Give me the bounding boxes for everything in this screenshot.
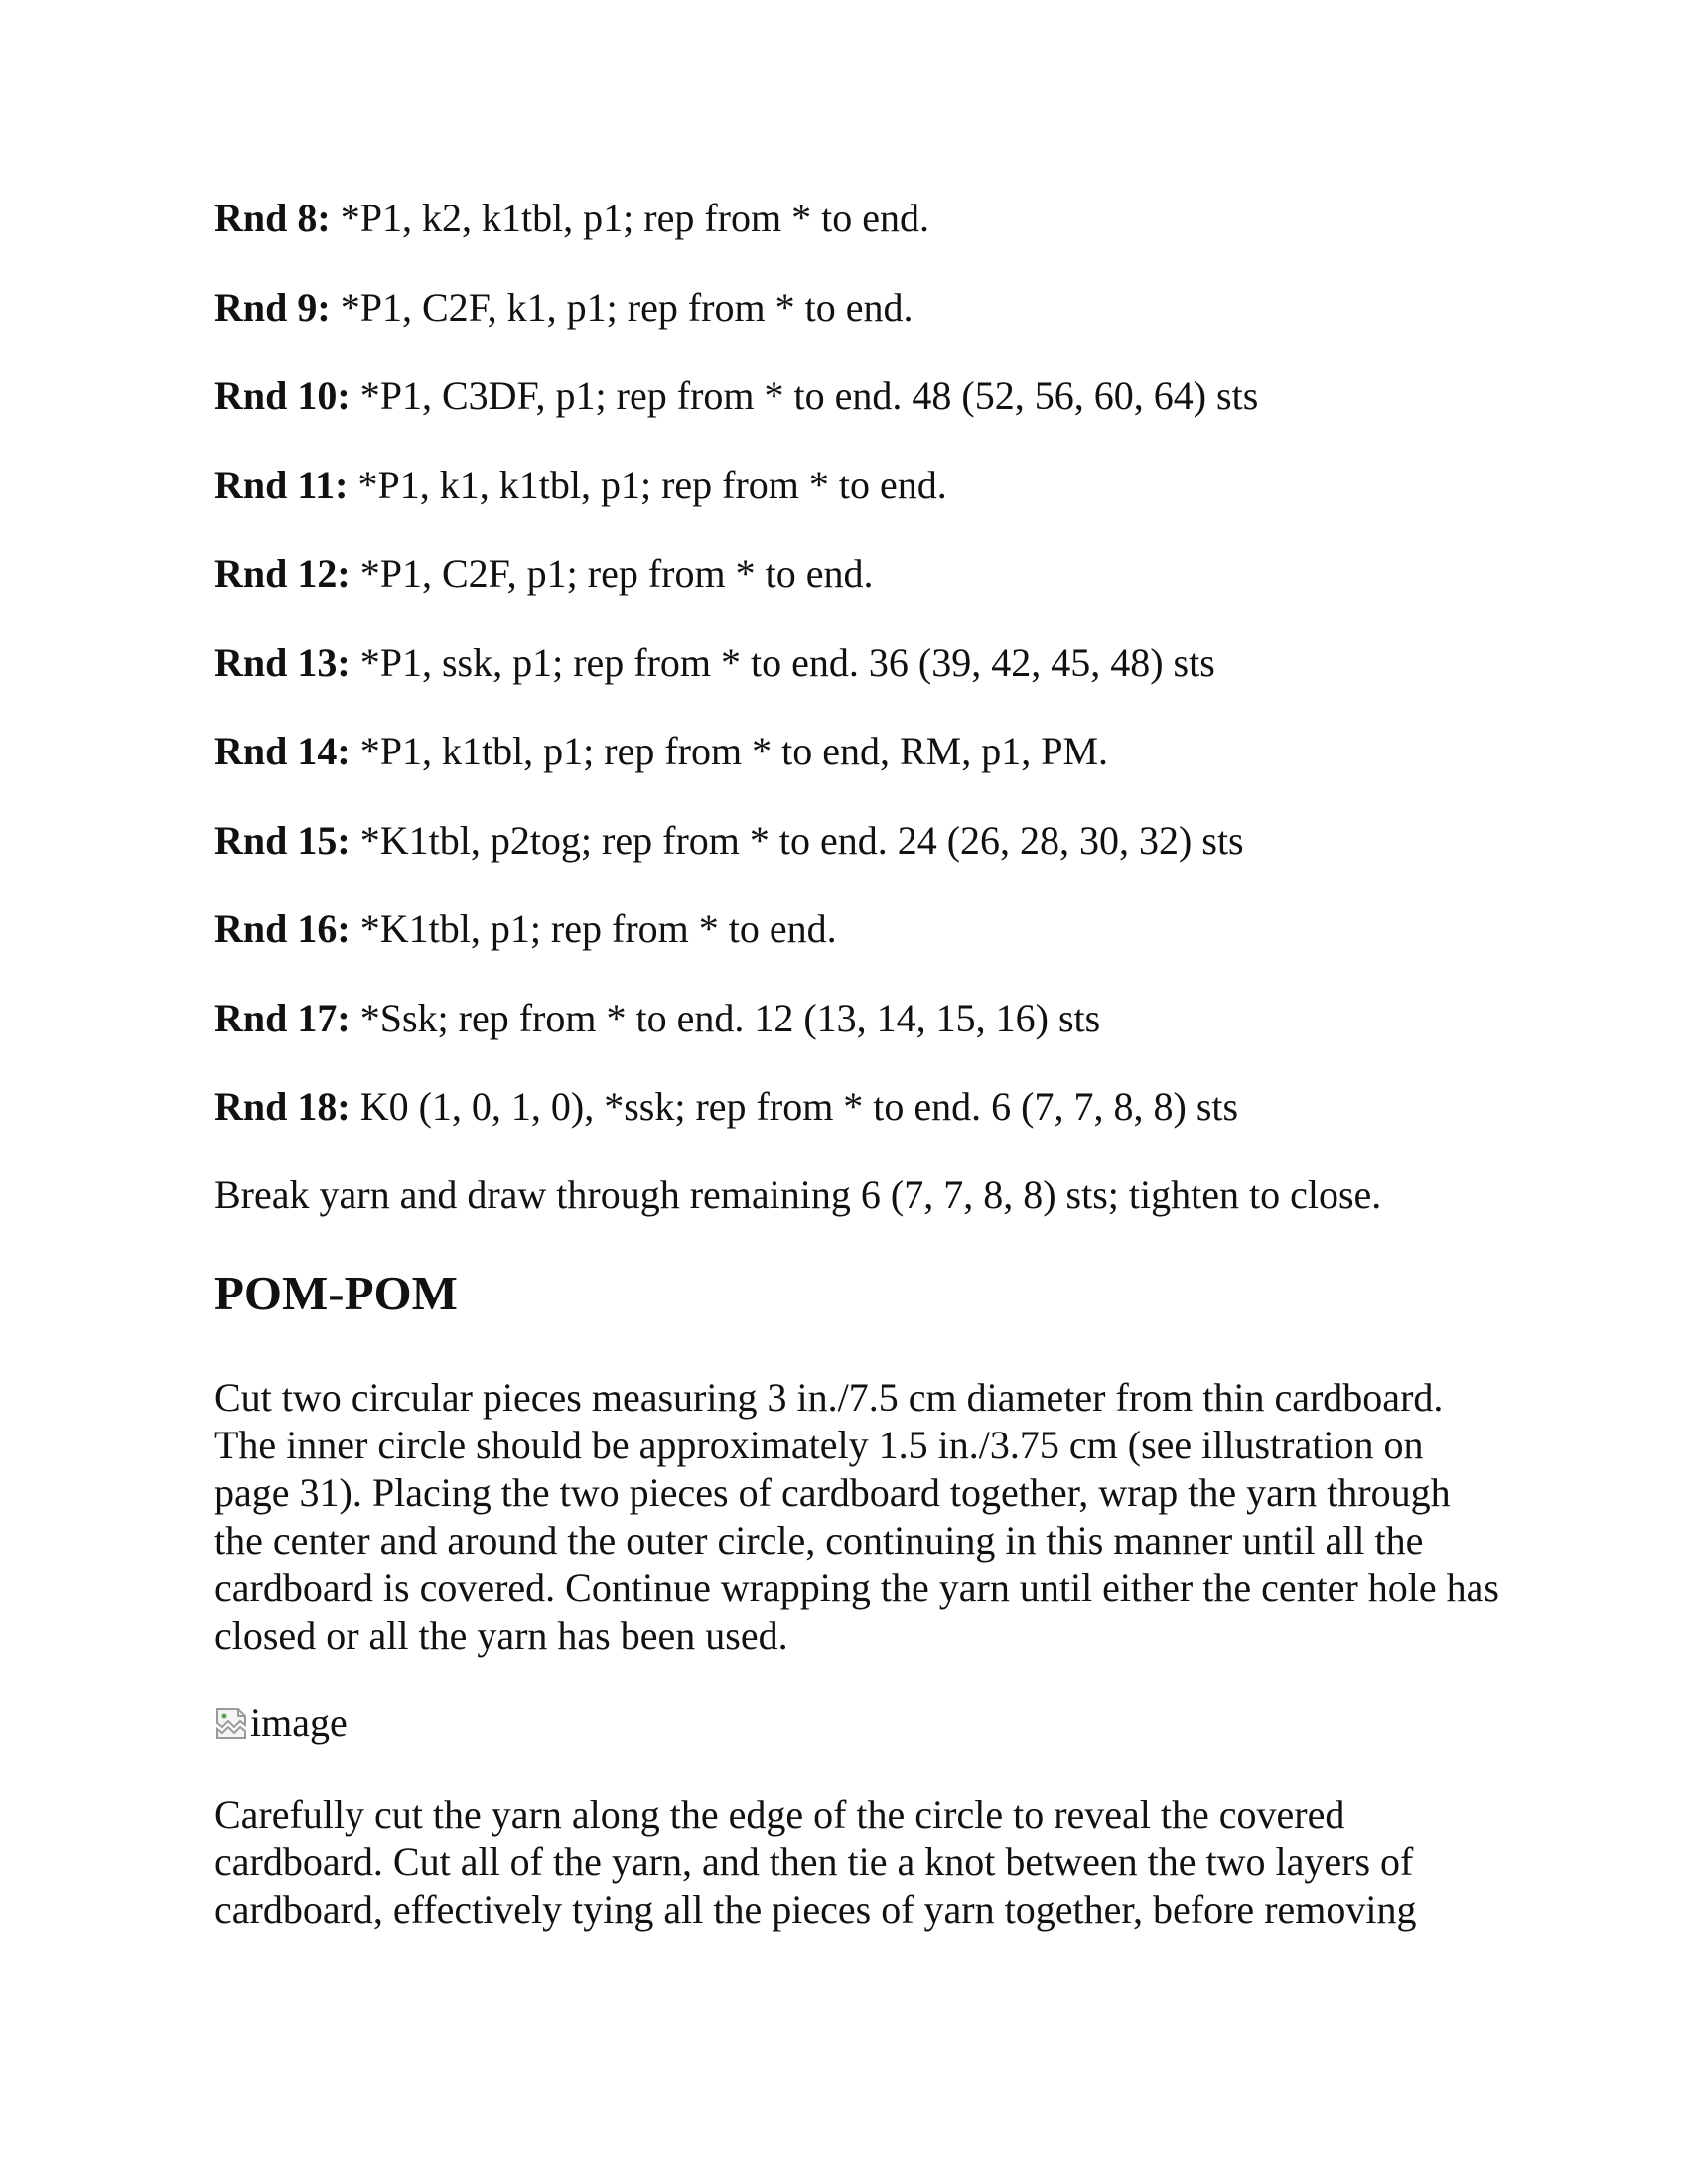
round-instructions xyxy=(214,195,1505,1172)
round-text: *P1, C2F, k1, p1; rep from * to end. xyxy=(330,284,914,330)
round-11 xyxy=(214,462,1505,509)
round-17 xyxy=(214,995,1505,1042)
round-10 xyxy=(214,372,1505,420)
broken-image xyxy=(214,1700,348,1747)
section-heading: POM-POM xyxy=(214,1266,458,1320)
round-text: *P1, C2F, p1; rep from * to end. xyxy=(350,551,874,596)
round-label: Rnd 13: xyxy=(214,639,351,685)
round-label: Rnd 11: xyxy=(214,462,349,507)
round-label: Rnd 8: xyxy=(214,196,331,240)
round-text: *P1, k1tbl, p1; rep from * to end, RM, p1, PM. xyxy=(350,729,1109,773)
round-text: *K1tbl, p2tog; rep from * to end. 24 (26, 28, 30, 32) sts xyxy=(350,817,1244,863)
round-label: Rnd 18: xyxy=(214,1084,351,1129)
round-text: *P1, C3DF, p1; rep from * to end. 48 (52, 56, 60, 64) sts xyxy=(350,373,1259,418)
round-text: *P1, ssk, p1; rep from * to end. 36 (39, 42, 45, 48) sts xyxy=(350,639,1215,685)
round-label: Rnd 14: xyxy=(214,729,351,773)
image-alt-text: image xyxy=(250,1701,348,1745)
round-12 xyxy=(214,550,1505,598)
round-label: Rnd 9: xyxy=(214,284,331,330)
round-label: Rnd 12: xyxy=(214,551,351,596)
round-text: *K1tbl, p1; rep from * to end. xyxy=(350,906,837,951)
round-16 xyxy=(214,905,1505,953)
round-label: Rnd 17: xyxy=(214,995,351,1040)
round-text: K0 (1, 0, 1, 0), *ssk; rep from * to end. 6 (7, 7, 8, 8) sts xyxy=(350,1084,1239,1129)
closing-instruction: Break yarn and draw through remaining 6 (7, 7, 8, 8) sts; tighten to close. xyxy=(214,1172,1382,1217)
round-label: Rnd 15: xyxy=(214,817,351,863)
round-label: Rnd 10: xyxy=(214,373,351,418)
round-text: *P1, k1, k1tbl, p1; rep from * to end. xyxy=(348,462,947,507)
round-13 xyxy=(214,639,1505,687)
round-text: *Ssk; rep from * to end. 12 (13, 14, 15, 16) sts xyxy=(350,995,1101,1040)
round-8 xyxy=(214,195,1505,242)
round-18 xyxy=(214,1083,1505,1131)
pom-pom-paragraph-1: Cut two circular pieces measuring 3 in./7.5 cm diameter from thin cardboard. The inner circle should be approximately 1.5 in./3.75 cm (see illustration on page 31). Placing the two pieces of cardboard together, wrap the yarn through the center and around the outer circle, continuing in this manner until all the cardboard is covered. Continue wrapping the yarn until either the center hole has closed or all the yarn has been used. xyxy=(214,1375,1499,1658)
round-9 xyxy=(214,284,1505,332)
pom-pom-paragraph-2: Carefully cut the yarn along the edge of the circle to reveal the covered cardboard. Cut all of the yarn, and then tie a knot between the two layers of cardboard, effectively tying all the pieces of yarn together, before removing xyxy=(214,1792,1417,1932)
round-14 xyxy=(214,728,1505,775)
round-text: *P1, k2, k1tbl, p1; rep from * to end. xyxy=(330,196,929,240)
round-label: Rnd 16: xyxy=(214,906,351,951)
broken-image-icon xyxy=(214,1706,248,1741)
round-15 xyxy=(214,817,1505,865)
